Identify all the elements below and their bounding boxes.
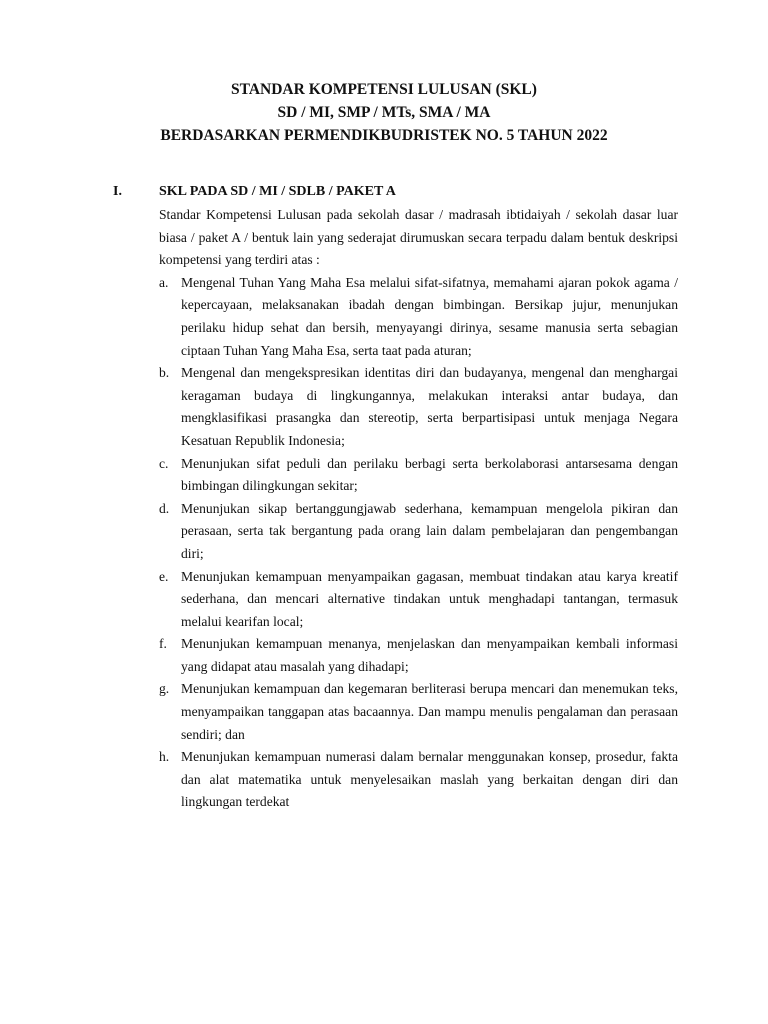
document-title — [0, 78, 768, 147]
list-item-text: Menunjukan kemampuan numerasi dalam bernalar menggunakan konsep, prosedur, fakta dan alat matematika untuk menyelesaikan maslah yang berkaitan dengan diri dan lingkungan terdekat — [181, 749, 678, 810]
title-line-3: BERDASARKAN PERMENDIKBUDRISTEK NO. 5 TAHUN 2022 — [160, 127, 608, 144]
list-item-text: Menunjukan sikap bertanggungjawab sederhana, kemampuan mengelola pikiran dan perasaan, serta tak bergantung pada orang lain dalam pembelajaran dan pengembangan diri; — [181, 500, 678, 561]
list-item-text: Mengenal dan mengekspresikan identitas diri dan budayanya, mengenal dan menghargai keragaman budaya di lingkungannya, melakukan interaksi antar budaya, dan mengklasifikasi prasangka dan stereotip, serta berpartisipasi untuk menjaga Negara Kesatuan Republik Indonesia; — [181, 365, 678, 448]
section-skl-sd — [113, 182, 678, 814]
list-item-text: Menunjukan sifat peduli dan perilaku berbagi serta berkolaborasi antarsesama dengan bimbingan dilingkungan sekitar; — [181, 455, 678, 494]
list-item — [159, 498, 678, 566]
list-item-letter: h. — [159, 749, 170, 765]
title-line-1: STANDAR KOMPETENSI LULUSAN (SKL) — [231, 81, 537, 98]
list-item-letter: b. — [159, 365, 170, 381]
list-item-letter: c. — [159, 455, 169, 471]
title-line-2: SD / MI, SMP / MTs, SMA / MA — [277, 104, 491, 121]
list-item-text: Menunjukan kemampuan menyampaikan gagasan, membuat tindakan atau karya kreatif sederhana, dan mencari alternative tindakan untuk menghadapi tantangan, termasuk melalui kearifan local; — [181, 568, 678, 629]
list-item — [159, 362, 678, 452]
list-item-text: Menunjukan kemampuan menanya, menjelaskan dan menyampaikan kembali informasi yang didapat atau masalah yang dihadapi; — [181, 636, 678, 674]
list-item — [159, 453, 678, 498]
list-item-letter: g. — [159, 681, 170, 697]
list-item-letter: a. — [159, 274, 169, 290]
list-item-text: Menunjukan kemampuan dan kegemaran berliterasi berupa mencari dan menemukan teks, menyampaikan tanggapan atas bacaannya. Dan mampu menulis pengalaman dan perasaan sendiri; dan — [181, 681, 678, 742]
section-intro-paragraph: Standar Kompetensi Lulusan pada sekolah dasar / madrasah ibtidaiyah / sekolah dasar luar biasa / paket A / bentuk lain yang sederajat dirumuskan secara terpadu dalam bentuk deskripsi kompetensi yang terdiri atas : — [159, 207, 678, 268]
list-item — [159, 272, 678, 362]
list-item-letter: d. — [159, 500, 170, 516]
list-item — [159, 566, 678, 634]
section-title: SKL PADA SD / MI / SDLB / PAKET A — [159, 184, 396, 199]
section-number: I. — [113, 184, 122, 199]
competency-list — [159, 272, 678, 814]
list-item-letter: f. — [159, 636, 167, 652]
list-item — [159, 678, 678, 746]
list-item — [159, 746, 678, 814]
list-item — [159, 633, 678, 678]
list-item-text: Mengenal Tuhan Yang Maha Esa melalui sifat-sifatnya, memahami ajaran pokok agama / kepercayaan, melaksanakan ibadah dengan bimbingan. Bersikap jujur, menunjukan perilaku hidup sehat dan bersih, menyayangi dirinya, sesame manusia serta sebagian ciptaan Tuhan Yang Maha Esa, serta taat pada aturan; — [181, 274, 678, 358]
section-heading — [113, 182, 678, 202]
list-item-letter: e. — [159, 568, 169, 584]
